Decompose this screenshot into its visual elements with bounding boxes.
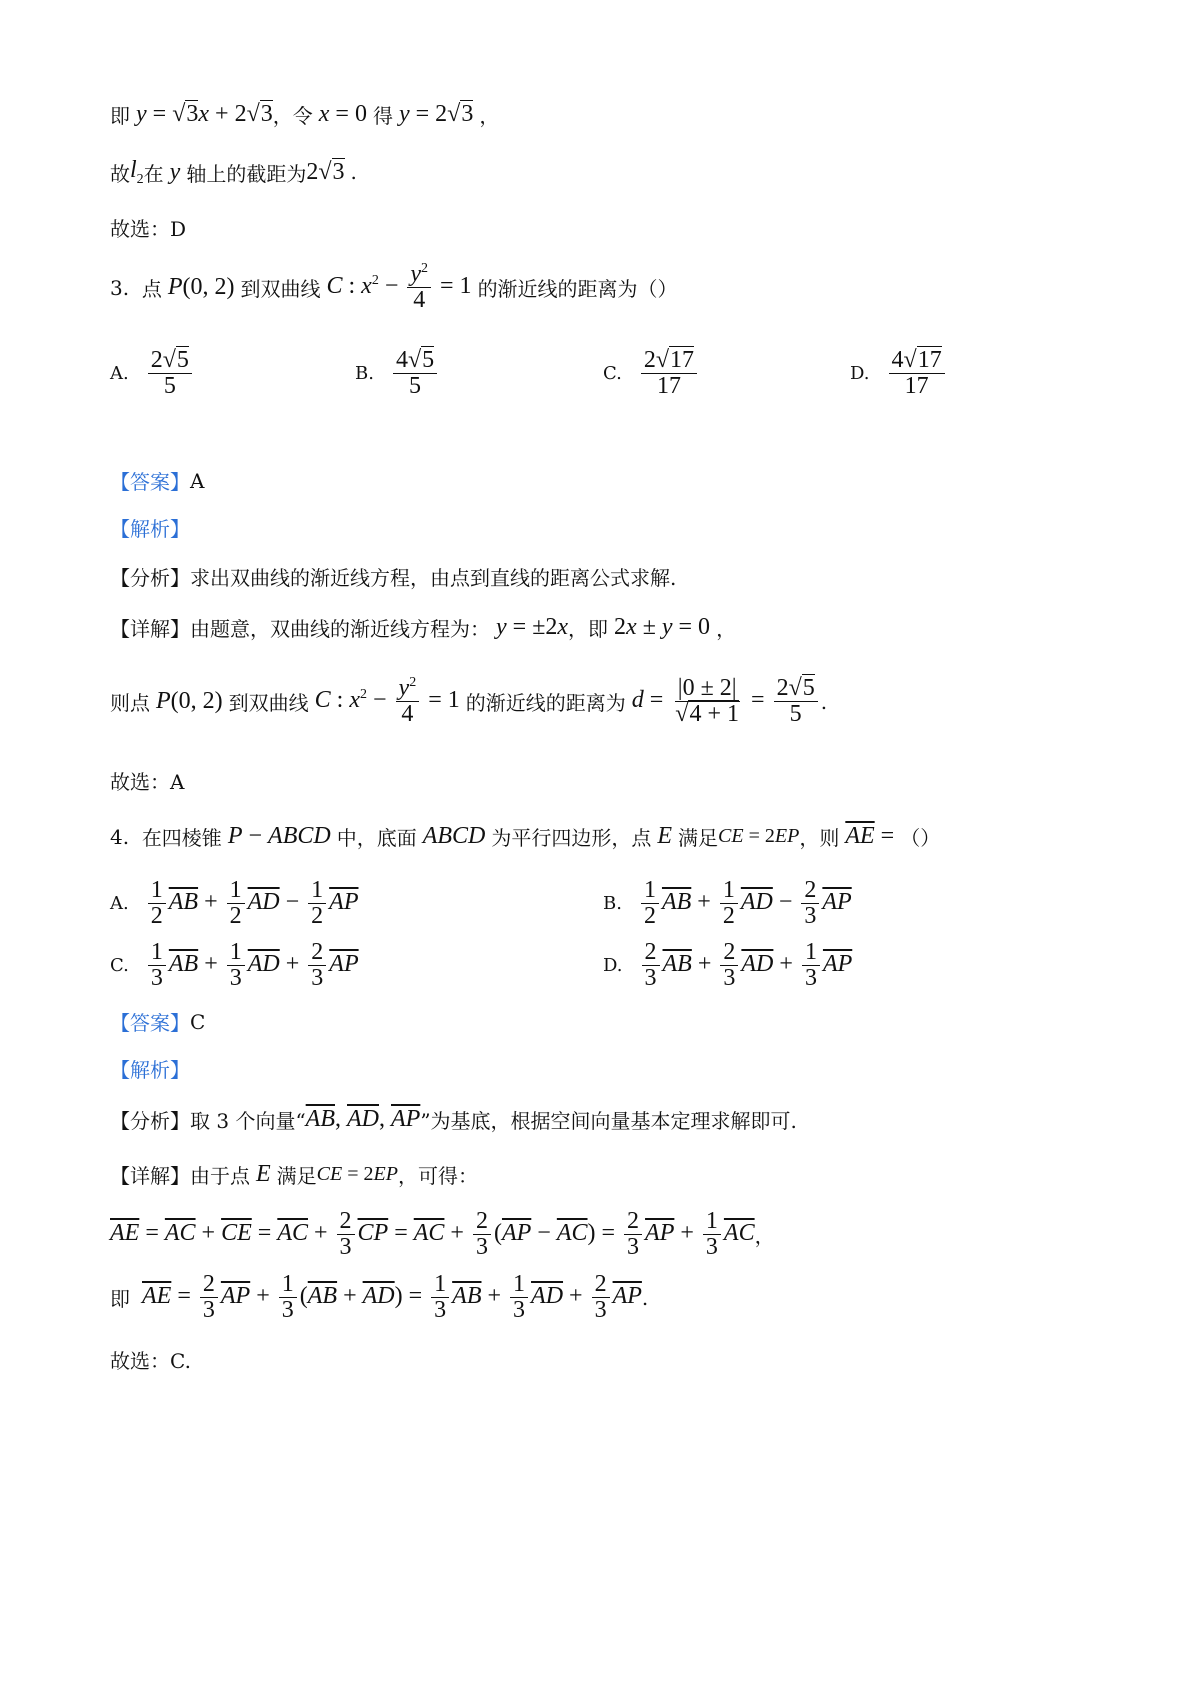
analysis-tag-4: [110, 1054, 190, 1083]
text: 则点: [110, 691, 150, 716]
xiangjie-3-line-2: [110, 676, 827, 727]
solution-line-2: [110, 157, 357, 188]
text: 到双曲线: [228, 691, 309, 716]
option-a: [110, 348, 195, 399]
formula: CE = 2EP: [316, 1163, 398, 1185]
answer-3: [110, 466, 204, 495]
analysis-tag: 【解析】: [110, 517, 190, 541]
text: 中，底面: [336, 826, 417, 850]
text: 轴上的截距为: [186, 161, 307, 186]
text: 点: [141, 277, 162, 302]
fenxi-tag: 【分析】: [110, 1109, 190, 1133]
formula: $\frac{1}{2}$ $\overline{AB}$ + $\frac{1}{2}$ $\overline{AD}$ − $\frac{2}{3}$ $\overline{AP}$: [638, 878, 852, 929]
option-d: [603, 940, 852, 991]
text: ，: [754, 1224, 775, 1249]
text: 即: [110, 1287, 130, 1312]
question-4: [110, 822, 940, 851]
option-c: [110, 940, 359, 991]
formula: $\frac{1}{2}$ $\overline{AB}$ + $\frac{1}{2}$ $\overline{AD}$ − $\frac{1}{2}$ $\overline{AP}$: [145, 878, 359, 929]
text: （）: [900, 826, 941, 850]
text: 求出双曲线的渐近线方程，由点到直线的距离公式求解.: [190, 566, 677, 590]
text: ，: [716, 617, 737, 641]
option-b: [603, 878, 852, 929]
formula: P(0, 2): [167, 274, 241, 301]
text: .: [820, 689, 828, 714]
formula: $\frac{1}{3}$ $\overline{AB}$ + $\frac{1}{3}$ $\overline{AD}$ + $\frac{2}{3}$ $\overline{AP}$: [145, 940, 359, 991]
xiangjie-4-line-2: [110, 1209, 775, 1260]
formula: ABCD: [416, 823, 492, 849]
formula: P − ABCD: [227, 823, 331, 849]
option-label: C.: [603, 363, 622, 385]
text: 取 3 个向量“: [190, 1109, 306, 1133]
answer-tag: 【答案】: [110, 470, 190, 494]
fenxi-4: [110, 1105, 797, 1134]
answer-4: [110, 1007, 205, 1036]
text: .: [641, 1285, 649, 1310]
formula: E: [250, 1161, 277, 1187]
formula: $\frac{4√5}{5}$: [393, 348, 437, 399]
text: 故选：C.: [110, 1349, 191, 1373]
text: 的渐近线的距离为: [465, 691, 626, 716]
formula: $\frac{2√5}{5}$: [148, 348, 192, 399]
formula: y = √3x + 2√3: [136, 101, 273, 127]
formula: $\frac{2√17}{17}$: [641, 348, 697, 399]
question-3: [110, 262, 678, 313]
answer-tag: 【答案】: [110, 1011, 190, 1035]
text: ，即: [568, 617, 609, 641]
xiangjie-4-line-3: [110, 1272, 648, 1323]
text: ，则: [799, 826, 840, 850]
text: 满足: [276, 1164, 317, 1188]
xiangjie-tag: 【详解】: [110, 1164, 190, 1188]
formula: $\frac{2}{3}$ $\overline{AB}$ + $\frac{2}{3}$ $\overline{AD}$ + $\frac{1}{3}$ $\overline{AP}$: [639, 940, 853, 991]
fenxi-tag: 【分析】: [110, 566, 190, 590]
text: 为平行四边形，点: [491, 826, 652, 850]
formula: $\overline{AE}$ = $\frac{2}{3}$ $\overline{AP}$ + $\frac{1}{3}$ $(\overline{AB} + \overline{AD})$ = $\frac{1}{3}$ $\overline{AB}$ + $\frac{1}{3}$ $\overline{AD}$ + $\frac{2}{3}$ $\overline{AP}$: [142, 1271, 642, 1324]
solution-line-1: [110, 100, 499, 129]
text: 故选：D: [110, 217, 187, 241]
question-number: 3.: [110, 275, 130, 300]
option-label: D.: [603, 955, 623, 977]
text: ，令: [272, 104, 313, 128]
formula: y = ±2x: [496, 614, 569, 640]
option-d: [850, 348, 948, 399]
formula: $\frac{4√17}{17}$: [889, 348, 945, 399]
text: 得: [372, 104, 393, 128]
formula: 2√3: [306, 158, 345, 185]
option-c: [603, 348, 700, 399]
text: ”为基底，根据空间向量基本定理求解即可.: [420, 1109, 797, 1133]
analysis-tag: 【解析】: [110, 1058, 190, 1082]
text: 故选：A: [110, 770, 185, 794]
text: .: [350, 160, 357, 185]
option-label: B.: [355, 363, 374, 385]
option-b: [355, 348, 440, 399]
answer-value: C: [190, 1009, 206, 1034]
text: 到双曲线: [240, 277, 321, 302]
formula: d = $\frac{|0 \pm 2|}{√4 + 1}$ = $\frac{2√5}{5}$: [626, 676, 821, 727]
text: 由题意，双曲线的渐近线方程为：: [190, 617, 490, 641]
text: 在: [143, 161, 164, 186]
option-a: [110, 878, 358, 929]
formula: P(0, 2): [156, 688, 229, 715]
text: 故: [110, 161, 130, 186]
formula: E: [651, 823, 679, 849]
text: 满足: [678, 826, 719, 850]
text: 由于点: [190, 1164, 250, 1188]
option-label: C.: [110, 955, 129, 977]
formula: 2x ± y = 0: [608, 614, 717, 640]
formula: C : $x^2$ − $\frac{y^2}{4}$ = 1: [326, 261, 478, 314]
formula: y: [163, 158, 187, 185]
text: 在四棱锥: [141, 826, 222, 850]
formula: C : $x^2$ − $\frac{y^2}{4}$ = 1: [314, 675, 466, 728]
fenxi-3: [110, 562, 676, 591]
choice-4: [110, 1345, 191, 1374]
option-label: D.: [850, 363, 870, 385]
xiangjie-3: [110, 613, 736, 642]
choice-3: [110, 766, 184, 795]
formula: $\overline{AE} = \overline{AC} + \overline{CE} = \overline{AC}$ + $\frac{2}{3}$ $\overline{CP} = \overline{AC}$ + $\frac{2}{3}$ $(\overline{AP} - \overline{AC})$ = $\frac{2}{3}$ $\overline{AP}$ + $\frac{1}{3}$ $\overline{AC}$: [110, 1208, 755, 1261]
formula: x = 0: [318, 101, 373, 127]
text: ，: [479, 104, 500, 128]
text: 即: [110, 104, 130, 128]
text: 的渐近线的距离为（）: [477, 277, 678, 302]
xiangjie-4: [110, 1160, 478, 1189]
choice-line: [110, 213, 186, 242]
option-label: A.: [110, 893, 129, 915]
formula: CE = 2EP: [718, 825, 800, 847]
formula: $l_2$: [130, 157, 144, 187]
formula: y = 2√3: [398, 101, 474, 127]
option-label: A.: [110, 363, 129, 385]
option-label: B.: [603, 893, 622, 915]
formula: $\overline{AE}$ =: [845, 823, 901, 849]
answer-value: A: [190, 468, 205, 493]
xiangjie-tag: 【详解】: [110, 617, 190, 641]
formula: $\overline{AB}$, $\overline{AD}$, $\overline{AP}$: [305, 1106, 421, 1132]
analysis-tag-3: [110, 513, 190, 542]
question-number: 4.: [110, 824, 130, 849]
text: ，可得：: [397, 1164, 478, 1188]
